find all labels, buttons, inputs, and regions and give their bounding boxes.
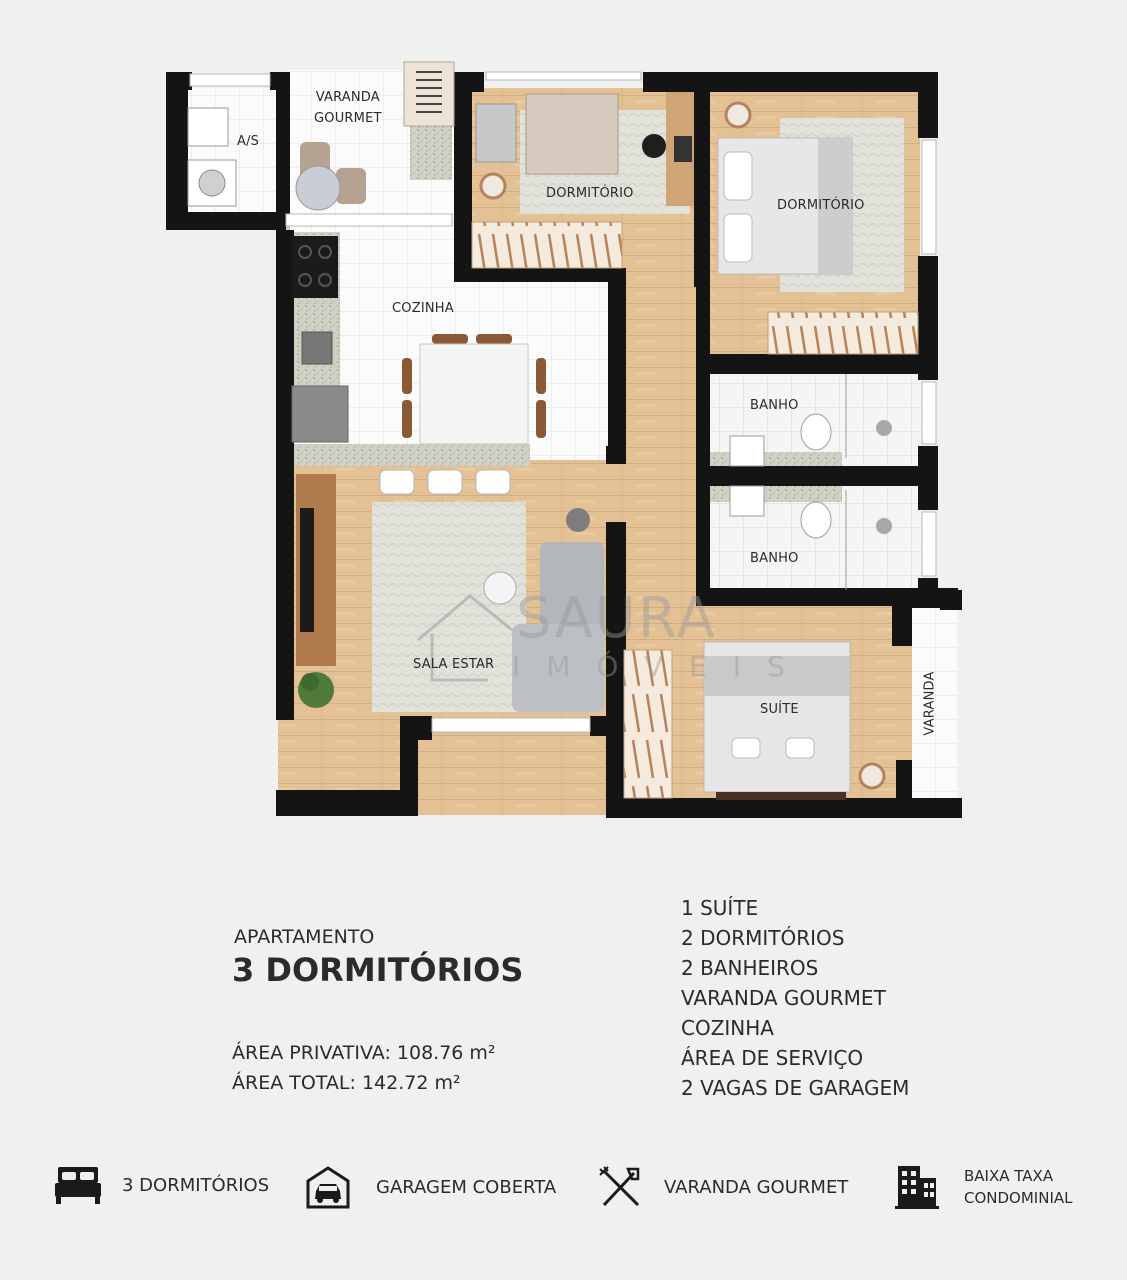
- amenity-label: GARAGEM COBERTA: [376, 1176, 557, 1198]
- room-label-cozinha: COZINHA: [392, 301, 454, 316]
- room-label-dormitorio-2: DORMITÓRIO: [777, 198, 865, 213]
- feature-item: COZINHA: [681, 1016, 774, 1040]
- building-icon: [894, 1164, 940, 1210]
- features-list: [681, 893, 909, 1103]
- apartment-subtitle: APARTAMENTO: [234, 926, 375, 948]
- room-label-suite: SUÍTE: [760, 702, 799, 717]
- area-private: ÁREA PRIVATIVA: 108.76 m²: [232, 1042, 496, 1064]
- amenity-label: 3 DORMITÓRIOS: [122, 1174, 270, 1196]
- feature-item: 2 DORMITÓRIOS: [681, 926, 845, 950]
- grill-utensils-icon: [598, 1165, 642, 1209]
- room-label-as: A/S: [237, 134, 260, 149]
- bed-icon: [54, 1165, 102, 1205]
- amenity-dormitorios: [54, 1165, 269, 1205]
- apartment-title: 3 DORMITÓRIOS: [232, 951, 524, 989]
- feature-item: ÁREA DE SERVIÇO: [681, 1046, 864, 1070]
- room-label-dormitorio-1: DORMITÓRIO: [546, 186, 634, 201]
- room-label-sala-estar: SALA ESTAR: [413, 657, 495, 672]
- feature-item: 2 VAGAS DE GARAGEM: [681, 1076, 910, 1100]
- amenity-varanda-gourmet: [598, 1165, 848, 1209]
- room-label-varanda: VARANDA: [922, 671, 938, 736]
- watermark-brand: SAURA: [516, 586, 717, 651]
- feature-item: VARANDA GOURMET: [681, 986, 886, 1010]
- room-label-banho-1: BANHO: [750, 398, 799, 413]
- garage-icon: [305, 1165, 351, 1209]
- room-label-varanda-gourmet: VARANDA GOURMET: [314, 90, 382, 126]
- amenity-garagem: [305, 1165, 556, 1209]
- feature-item: 1 SUÍTE: [681, 896, 759, 920]
- watermark-sub: IMÓVEIS: [512, 650, 811, 683]
- area-total: ÁREA TOTAL: 142.72 m²: [232, 1072, 461, 1094]
- feature-item: 2 BANHEIROS: [681, 956, 819, 980]
- amenity-baixa-taxa: [894, 1164, 1084, 1210]
- room-label-banho-2: BANHO: [750, 551, 799, 566]
- amenity-label: VARANDA GOURMET: [664, 1176, 849, 1198]
- amenity-label: BAIXA TAXA CONDOMINIAL: [964, 1167, 1073, 1207]
